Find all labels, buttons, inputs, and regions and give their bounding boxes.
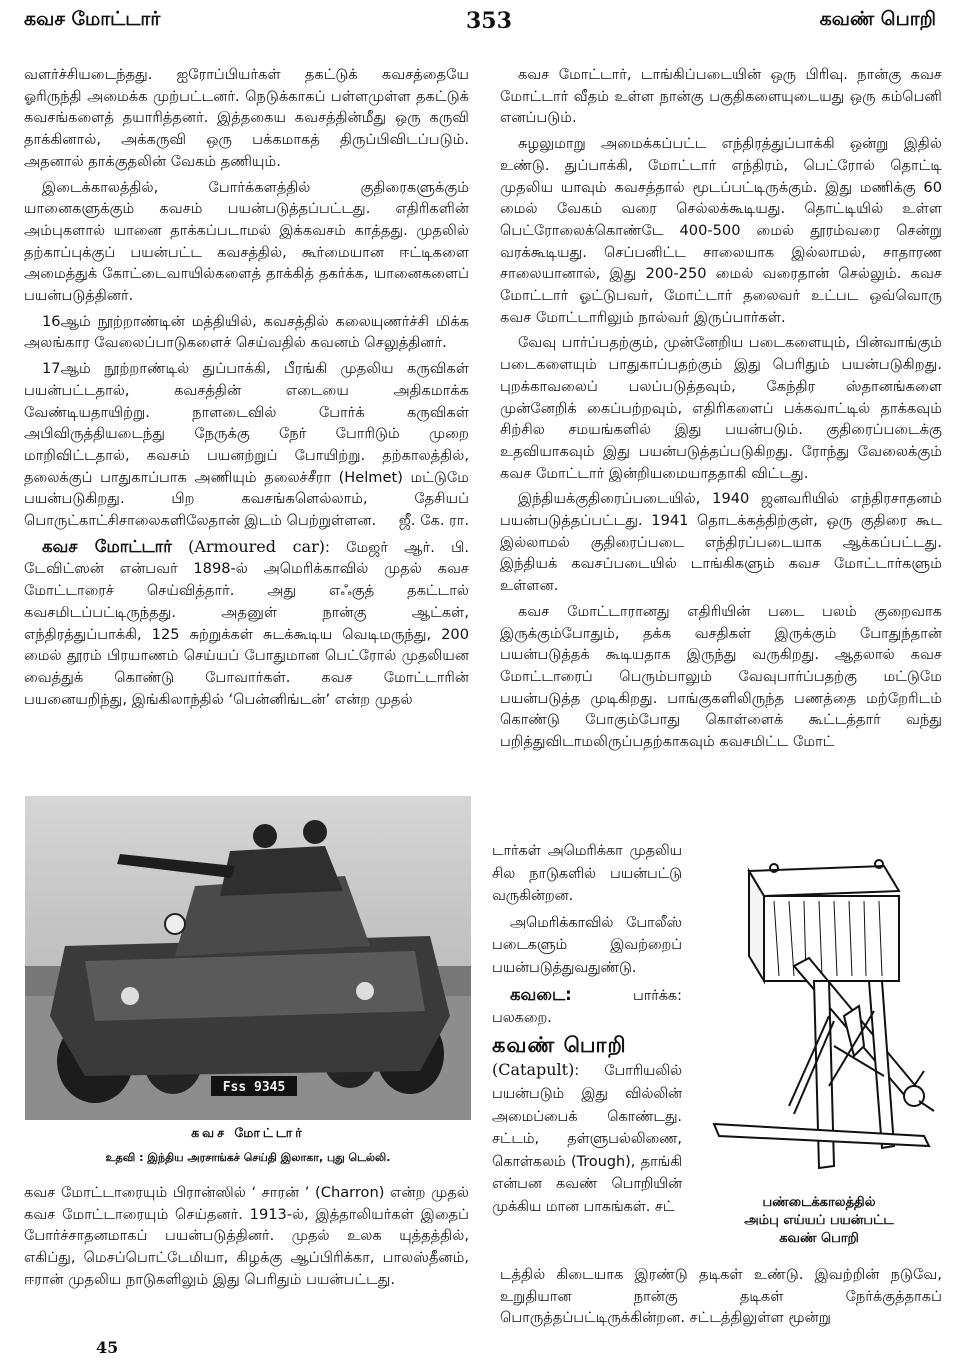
paragraph <box>24 358 469 532</box>
figure-caption-line: பண்டைக்காலத்தில் <box>762 1195 876 1210</box>
paragraph: இந்தியக்குதிரைப்படையில், 1940 ஜனவரியில் எந்திரசாதனம் பயன்படுத்தப்பட்டது. 1941 தொடக்கத்திற்குள், ஒரு குதிரை கூட இல்லாமல் குதிரைப்படை எந்திரப்படையாக ஆக்கப்பட்டது. இந்தியக் கவசப்படையில் டாங்கிகளும் கவச மோட்டார்களும் உள்ளன. <box>500 490 942 595</box>
running-head-right: கவண் பொறி <box>819 8 936 30</box>
paragraph: வேவு பார்ப்பதற்கும், முன்னேறிய படைகளையும், பின்வாங்கும் படைகளையும் பாதுகாப்பதற்கும் இது பெரிதும் பயன்படுகிறது. புறக்காவலைப் பலப்படுத்தவும், கேந்திர ஸ்தானங்களை முன்னேறிக் கைப்பற்றவும், எதிரிகளைப் பக்கவாட்டில் தாக்கவும் சிற்சில சமயங்களில் இது பயன்படும். குதிரைப்படைக்கு உதவியாகவும் இது பயன்படுத்தப்படுகிறது. ரோந்து வேலைக்கும் கவச மோட்டார் இன்றியமையாததாகி விட்டது. <box>500 334 942 482</box>
paragraph: டார்கள் அமெரிக்கா முதலிய சில நாடுகளில் பயன்பட்டு வருகின்றன. <box>492 843 682 905</box>
running-head-left: கவச மோட்டார் <box>24 8 161 30</box>
paragraph: அமெரிக்காவில் போலீஸ் படைகளும் இவற்றைப் பயன்படுத்துவதுண்டு. <box>492 914 682 976</box>
armoured-car-photo-illustration <box>25 796 471 1120</box>
paragraph: கவச மோட்டாரானது எதிரியின் படை பலம் குறைவாக இருக்கும்போதும், தக்க வசதிகள் இருக்கும் போதுந்தான் பயன்படுத்தக் கூடியதாக இருந்து வருகிறது. ஆதலால் கவச மோட்டாரைப் பெரும்பாலும் வேவுபார்ப்பதற்கு மட்டுமே பயன்படுத்த முடிகிறது. பாங்குகளிலிருந்த பணத்தை மற்றேரிடம் கொண்டு போகும்போது கொள்ளைக் கூட்டத்தார் வந்து பறித்துவிடாமலிருப்பதற்காகவும் கவசமிட்ட மோட் <box>500 602 942 751</box>
footer-page-number: 45 <box>96 1338 119 1357</box>
paragraph: கவச மோட்டார், டாங்கிப்படையின் ஒரு பிரிவு. நான்கு கவச மோட்டார் வீதம் உள்ள நான்கு பகுதிகளையுடையது ஒரு கம்பெனி எனப்படும். <box>500 66 942 127</box>
catapult-drawing <box>694 846 944 1186</box>
paragraph: டத்தில் கிடையாக இரண்டு தடிகள் உண்டு. இவற்றின் நடுவே, உறுதியான நான்கு தடிகள் நேர்க்குத்தாகப் பொருத்தப்பட்டிருக்கின்றன. சட்டத்திலுள்ள மூன்று <box>500 1266 942 1327</box>
entry-title: கவண் பொறி <box>492 1032 627 1057</box>
armoured-car-photo <box>25 796 471 1120</box>
paragraph: 16ஆம் நூற்றாண்டின் மத்தியில், கவசத்தில் கலையுணர்ச்சி மிக்க அலங்கார வேலைப்பாடுகளைச் செய்வதில் கவனம் செலுத்தினர். <box>24 312 469 352</box>
entry-title: கவச மோட்டார் <box>42 536 172 556</box>
entry-armoured-car <box>24 536 469 711</box>
catapult-illustration <box>694 846 944 1186</box>
photo-caption: கவச மோட்டார் <box>191 1125 305 1140</box>
right-column-bottom <box>500 1264 942 1333</box>
paragraph: இடைக்காலத்தில், போர்க்களத்தில் குதிரைகளுக்கும் யானைகளுக்கும் கவசம் பயன்படுத்தப்பட்டது. எதிரிகளின் அம்புகளால் யானை தாக்கப்படாமல் இக்கவசம் காத்தது. முதலில் தற்காப்புக்குப் பயன்பட்ட கவசத்தில், கூர்மையான ஈட்டிகளை அமைத்துக் கோட்டைவாயில்களைத் தாக்கித் தகர்க்க, யானைகளைப் பயன்படுத்தினர். <box>24 178 469 305</box>
author-signature: ஜீ. கே. ரா. <box>398 512 469 530</box>
entry-text: பார்க்க: பலகறை. <box>492 987 682 1027</box>
entry-kavadai <box>492 984 682 1030</box>
paragraph-text: 17ஆம் நூற்றாண்டில் துப்பாக்கி, பீரங்கி முதலிய கருவிகள் பயன்பட்டதால், கவசத்தின் எடையை அதிகமாக்க வேண்டியதாயிற்று. நாளடைவில் போர்க் கருவிகள் அபிவிருத்தியடைந்து நேருக்கு நேர் போரிடும் முறை மாறிவிட்டதால், கவசம் பயனற்றுப் போயிற்று. தற்காலத்தில், தலைக்குப் பாதுகாப்பாக அணியும் தலைச்சீரா (Helmet) மட்டுமே பயன்படுகிறது. பிற கவசங்களெல்லாம், தேசியப் பொருட்காட்சிசாலைகளிலேதான் இடம் பெற்றுள்ளன. <box>24 360 469 530</box>
left-column <box>24 64 469 714</box>
entry-title-english: (Catapult) <box>492 1060 575 1080</box>
page-number-header: 353 <box>466 8 512 34</box>
entry-catapult <box>492 1034 682 1219</box>
entry-text: : போரியலில் பயன்படும் இது வில்லின் அமைப்பைக் கொண்டது. சட்டம், தள்ளுபல்லிணை, கொள்கலம் (Trough), தாங்கி என்பன கவண் பொறியின் முக்கிய மான பாகங்கள். சட் <box>492 1063 682 1215</box>
figure-caption-line: அம்பு எய்யப் பயன்பட்ட <box>744 1213 894 1228</box>
entry-title: கவடை: <box>510 984 572 1004</box>
paragraph: வளர்ச்சியடைந்தது. ஐரோப்பியர்கள் தகட்டுக் கவசத்தையே ஓரிருந்தி அமைக்க முற்பட்டனர். நெடுக்காகப் பள்ளமுள்ள தகட்டுக் கவசங்களைத் தயாரித்தனர். இத்தகைய கவசத்தின்மீது ஒரு கருவி தாக்கினால், அக்கருவி ஒரு பக்கமாகத் திருப்பிவிடப்படும். அதனால் தாக்குதலின் வேகம் தணியும். <box>24 66 469 170</box>
right-narrow-column <box>492 840 682 1223</box>
entry-text: : மேஜர் ஆர். பி. டேவிட்ஸன் என்பவர் 1898-ல் அமெரிக்காவில் முதல் கவச மோட்டாரைச் செய்வித்தார். அது எஃகுத் தகட்டால் கவசமிடப்பட்டிருந்தது. அதனுள் நான்கு ஆட்கள், எந்திரத்துப்பாக்கி, 125 சுற்றுக்கள் சுடக்கூடிய வெடிமருந்து, 200 மைல் தூரம் பிரயாணம் செய்யப் போதுமான பெட்ரோல் முதலியன வைத்துக் கொண்டு போவார்கள். கவச மோட்டாரின் பயனையறிந்து, இங்கிலாந்தில் ‘பென்னிங்டன்’ என்ற முதல் <box>24 538 470 708</box>
right-column <box>500 64 942 757</box>
left-column-bottom <box>24 1182 469 1295</box>
paragraph: சுழலுமாறு அமைக்கப்பட்ட எந்திரத்துப்பாக்கி ஒன்று இதில் உண்டு. துப்பாக்கி, மோட்டார் எந்திரம், பெட்ரோல் தொட்டி முதலிய யாவும் கவசத்தால் மூடப்பட்டிருக்கும். இது மணிக்கு 60 மைல் வேகம் வரை செல்லக்கூடியது. தொட்டியில் உள்ள பெட்ரோலைக்கொண்டே 400-500 மைல் தூரம்வரை சென்று வரக்கூடியது. செப்பனிட்ட சாலையாக இல்லாமல், சாதாரண சாலையானால், இது 200-250 மைல் வரைதான் செல்லும். கவச மோட்டார் ஓட்டுபவர், மோட்டார் தலைவர் உட்பட ஒவ்வொரு கவச மோட்டாரிலும் நால்வர் இருப்பார்கள். <box>500 135 942 326</box>
number-plate: Fss 9345 <box>222 1080 286 1095</box>
photo-credit: உதவி : இந்திய அரசாங்கச் செய்தி இலாகா, புது டெல்லி. <box>105 1151 391 1164</box>
paragraph: கவச மோட்டாரையும் பிரான்ஸில் ‘ சாரன் ’ (Charron) என்ற முதல் கவச மோட்டாரையும் செய்தனர். 1913-ல், இத்தாலியர்கள் இதைப் போர்ச்சாதனமாகப் பயன்படுத்தினர். முதல் உலக யுத்தத்தில், எகிப்து, மெசப்பொட்டேமியா, கிழக்கு ஆப்பிரிக்கா, பாலஸ்தீனம், ஈரான் முதலிய நாடுகளிலும் இது பெரிதும் பயன்பட்டது. <box>24 1184 469 1288</box>
figure-caption-line: கவண் பொறி <box>779 1231 859 1246</box>
entry-title-english: (Armoured car) <box>188 536 326 556</box>
